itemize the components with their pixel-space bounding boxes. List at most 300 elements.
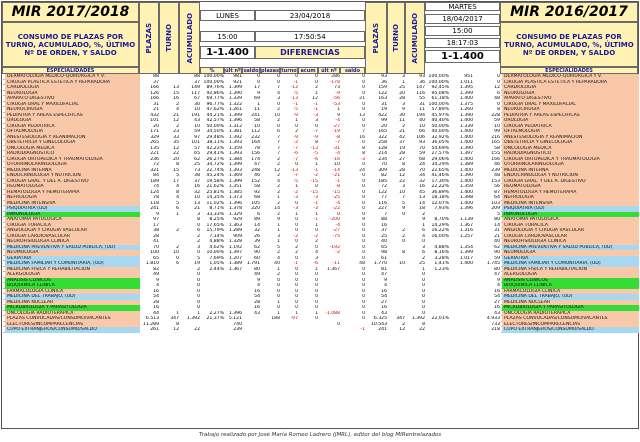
table-cell: 36 [406,80,426,86]
table-cell: 1.261 [225,107,243,113]
table-cell: 1.373 [225,195,243,201]
table-cell: 5.121 [225,316,243,322]
table-cell: 0 [341,300,366,306]
table-cell: 0 [180,305,201,311]
table-cell: 191 [180,113,201,119]
table-cell: 46 [474,162,501,168]
table-cell: 22,22% [426,184,450,190]
table-cell: 1.381 [225,129,243,135]
table-cell: 0 [281,294,299,300]
table-cell: 165 [474,140,501,146]
table-cell: 321 [140,168,160,174]
table-cell: 0 [180,294,201,300]
specialty-name: RADIODIAGNÓSTICO [5,151,142,157]
col-diff-saldo-header: saldo [340,67,365,74]
date-left: 23/04/2018 [255,10,365,21]
specialty-name: CIRUGÍA PEDIÁTRICA [502,124,639,130]
table-cell: 68 [243,195,261,201]
table-cell: 82 [366,173,388,179]
table-cell: 0 [341,206,366,212]
right-col-turno [387,2,405,74]
table-cell: 16 [406,184,426,190]
table-cell: 3 [299,118,319,124]
table-cell: 1 [261,228,281,234]
specialty-name: CARDIOLOGÍA [502,85,639,91]
specialty-name: NEUMOLOGÍA [502,250,639,256]
specialty-name: ANATOMÍA PATOLÓGICA [502,217,639,223]
col-diff-turno-header: turno [281,68,297,74]
table-cell: 33,33% [201,212,225,218]
table-cell: 0 [341,228,366,234]
table-cell: 1.399 [450,250,474,256]
table-cell: 9 [140,212,160,218]
table-cell: 20 [388,91,406,97]
table-cell: 2 [281,250,299,256]
table-cell: 9 [366,278,388,284]
table-cell: 1.400 [450,201,474,207]
table-cell: 62 [180,157,201,163]
specialty-name: CIRUGÍA CARDIOVASCULAR [502,234,639,240]
table-cell: 227 [366,206,388,212]
specialty-name: ANATOMÍA PATOLÓGICA [5,217,142,223]
table-cell: 30 [388,113,406,119]
table-cell: 2 [388,322,406,328]
table-cell: -15 [319,190,341,196]
table-cell: -7 [281,157,299,163]
table-cell: 0 [341,256,366,262]
table-cell: 12 [388,173,406,179]
table-cell: 33 [160,135,180,141]
table-cell: -13 [281,168,299,174]
table-cell: 21,62% [201,184,225,190]
table-cell: 19 [366,107,388,113]
right-col-acumulado [405,2,425,74]
table-cell: 92,86% [201,91,225,97]
table-cell: 0 [180,289,201,295]
table-cell: 0 [388,212,406,218]
table-cell: -97 [281,316,299,322]
specialty-name: ANÁLISIS CLÍNICOS [5,278,142,284]
table-cell: 0 [341,124,366,130]
table-cell: -19 [319,129,341,135]
table-cell: 0 [261,278,281,284]
table-cell: 2 [160,228,180,234]
table-cell: 9 [406,217,426,223]
table-cell: 69,77% [201,96,225,102]
table-cell: 34,72% [201,162,225,168]
table-cell: 31 [366,102,388,108]
table-cell: 1 [388,80,406,86]
table-cell: 82 [140,267,160,273]
table-cell: 1 [281,212,299,218]
table-cell: -9 [281,135,299,141]
table-cell: 95,08% [426,91,450,97]
table-cell: 43 [243,311,261,317]
table-cell: 54 [243,294,261,300]
table-cell: 185 [366,179,388,185]
table-cell: 2 [261,272,281,278]
table-cell: 1 [299,162,319,168]
table-cell: 1 [160,212,180,218]
table-cell: 1.398 [450,195,474,201]
table-cell: 13 [406,195,426,201]
table-cell: 43 [474,311,501,317]
table-cell: 929 [225,217,243,223]
table-cell: 0 [261,283,281,289]
table-cell: 8 [160,322,180,328]
table-cell: 234 [366,157,388,163]
table-cell: 2 [160,102,180,108]
table-cell: -3 [341,157,366,163]
table-cell: 50,00% [201,124,225,130]
table-cell: 1.400 [450,261,474,267]
table-cell: -7 [281,173,299,179]
table-cell: 0 [341,250,366,256]
table-cell: 6 [474,91,501,97]
table-cell: -31 [319,146,341,152]
specialty-name: CIRUGÍA ORTOPÉDICA Y TRAUMATOLOGÍA [502,157,639,163]
table-cell: 59 [474,118,501,124]
table-cell: 8 [160,190,180,196]
table-cell: 89,76% [201,85,225,91]
specialty-name: PEDIATRÍA Y ÁREAS ESPECÍFICAS [502,113,639,119]
table-cell: 0 [299,300,319,306]
table-cell: 2 [261,118,281,124]
table-cell: 10 [160,250,180,256]
table-cell: -2 [299,173,319,179]
table-cell: 740 [225,322,243,328]
specialty-name: CIRUGÍA GRAL. Y DEL A. DIGESTIVO [502,179,639,185]
table-cell: 1 [319,107,341,113]
table-cell: 13 [160,85,180,91]
table-cell: 1.322 [225,102,243,108]
table-cell: 36,89% [426,190,450,196]
table-cell: 100,00% [201,80,225,86]
table-cell: 432 [140,113,160,119]
table-cell: 0 [341,140,366,146]
col-ult-header: últ nº [225,68,241,74]
table-cell: 40 [366,239,388,245]
table-cell: 7,14% [201,234,225,240]
table-cell: 93 [366,74,388,80]
table-cell: 13 [180,201,201,207]
table-cell: 155 [474,151,501,157]
table-cell: 0 [299,283,319,289]
specialty-name: ONCOLOGÍA RADIOTERÁPICA [502,311,639,317]
table-cell: -21 [319,173,341,179]
table-cell: 2 [281,129,299,135]
table-cell: 70 [140,245,160,251]
table-cell: 40 [406,118,426,124]
specialty-name: REUMATOLOGÍA [502,184,639,190]
table-cell: 1.384 [225,157,243,163]
table-cell: 1.328 [225,239,243,245]
table-cell: 1.207 [225,256,243,262]
specialty-name: INMUNOLOGÍA [502,212,639,218]
table-cell: 0 [474,80,501,86]
specialty-name: NEUROLOGÍA [5,91,142,97]
table-cell: 54 [366,294,388,300]
table-cell: 6 [160,261,180,267]
table-cell: 4 [299,250,319,256]
table-cell: 3 [180,212,201,218]
table-cell [450,327,474,333]
table-cell: 1.397 [225,250,243,256]
specialty-name: DERMATOLOGÍA MÉDICO-QUIRÚRGICA Y V. [5,74,142,80]
specialty-name: CIRUGÍA ORTOPÉDICA Y TRAUMATOLOGÍA [5,157,142,163]
table-cell: 1.389 [450,162,474,168]
table-cell: 951 [450,74,474,80]
table-cell: -14 [319,168,341,174]
table-cell: 4,88% [426,245,450,251]
table-cell: 1.011 [450,80,474,86]
table-cell: 22 [180,327,201,333]
table-cell: 6 [406,228,426,234]
table-cell: -6 [299,261,319,267]
table-cell: 1 [261,311,281,317]
table-cell: 3 [299,256,319,262]
specialty-name: CIRUGÍA GRAL. Y DEL A. DIGESTIVO [5,179,142,185]
table-cell: 1 [281,184,299,190]
table-cell: 0 [341,85,366,91]
table-cell: 1.400 [450,135,474,141]
table-cell: 1.385 [225,190,243,196]
table-cell: 88 [180,74,201,80]
table-cell: -6 [299,157,319,163]
table-cell: 59 [474,256,501,262]
table-cell: 0 [281,278,299,284]
table-cell: 5 [261,245,281,251]
table-cell: 2,27% [201,311,225,317]
table-cell: 0 [281,74,299,80]
table-cell: 1.770 [366,261,388,267]
table-cell: 43 [180,118,201,124]
table-cell: 0 [261,289,281,295]
table-cell: 9 [388,206,406,212]
table-cell: 0 [341,234,366,240]
table-cell: 0 [261,74,281,80]
table-cell: 12,07% [426,201,450,207]
table-cell: 96,77% [201,102,225,108]
table-cell: 29,06% [426,157,450,163]
table-cell: 189 [140,179,160,185]
table-cell: -1 [299,217,319,223]
left-col-turno [159,2,179,74]
table-cell: 0 [243,74,261,80]
table-cell: 0 [341,179,366,185]
table-cell: 4 [140,283,160,289]
table-cell: 236 [140,157,160,163]
specialty-name: ONCOLOGÍA MÉDICA [502,146,639,152]
table-cell: 4 [261,179,281,185]
table-cell: 1.367 [450,223,474,229]
table-cell: 3 [180,245,201,251]
table-cell: 0 [180,300,201,306]
specialty-name: MICROBIOLOGÍA Y PARASITOLOGÍA [502,305,639,311]
table-cell: 8 [341,146,366,152]
specialty-name: MEDICINA NUCLEAR [502,300,639,306]
table-cell: 47 [474,272,501,278]
table-cell: 28 [243,300,261,306]
table-cell: 31 [140,102,160,108]
table-cell: 3 [388,102,406,108]
table-cell: 2 [388,234,406,240]
table-cell: 27,57% [426,151,450,157]
table-cell: 16 [366,305,388,311]
table-cell: 1.257 [450,234,474,240]
table-cell: 261 [140,327,160,333]
table-cell: -5 [281,179,299,185]
table-cell: 159 [366,85,388,91]
table-cell: 0 [299,228,319,234]
table-cell: 3 [388,184,406,190]
table-cell: 29,41% [201,151,225,157]
table-cell: 239 [225,327,243,333]
table-cell: 65 [366,245,388,251]
table-cell: 17 [243,85,261,91]
table-cell: 12 [299,96,319,102]
table-cell: 47 [243,162,261,168]
table-cell: 7 [261,146,281,152]
table-cell: 239 [474,168,501,174]
table-cell: 0 [406,239,426,245]
table-cell: 14 [243,223,261,229]
specialty-name: NEUROFISIOLOGÍA CLÍNICA [5,239,142,245]
table-cell: 1 [281,118,299,124]
table-cell: 0 [341,184,366,190]
table-cell: 0 [261,294,281,300]
table-cell: 28 [388,168,406,174]
table-cell: 16 [366,289,388,295]
day-right: MARTES [425,2,500,11]
table-cell: 25 [388,85,406,91]
table-cell: 4 [261,91,281,97]
left-col-turno-label: TURNO [165,24,173,52]
table-cell: 209 [474,206,501,212]
table-cell: -13 [299,146,319,152]
table-cell: 56 [474,184,501,190]
table-cell: 7 [261,140,281,146]
table-cell: 0 [406,294,426,300]
table-cell: 1.389 [225,261,243,267]
specialty-name: CIRUGÍA ORAL Y MAXILOFACIAL [5,102,142,108]
table-cell: 32 [243,228,261,234]
table-cell: 32,92% [426,135,450,141]
table-cell: 21,37% [201,316,225,322]
table-cell: 2 [261,184,281,190]
table-cell: 16 [243,305,261,311]
table-cell: 11 [388,118,406,124]
table-cell: 2 [406,212,426,218]
table-cell: 0 [281,305,299,311]
table-cell: 12 [474,85,501,91]
table-cell: -27 [319,124,341,130]
table-cell: 20 [366,124,388,130]
table-cell: 6 [243,212,261,218]
table-cell: 2 [281,245,299,251]
table-cell: 0 [341,294,366,300]
table-cell: 28 [140,234,160,240]
table-cell: 0 [341,173,366,179]
specialty-name: PEDIATRÍA Y ÁREAS ESPECÍFICAS [5,113,142,119]
table-cell: 921 [225,80,243,86]
diferencias-label: DIFERENCIAS [255,46,365,59]
table-cell: 147 [406,85,426,91]
table-cell: 10,00% [201,250,225,256]
table-cell: -1 [341,327,366,333]
table-cell [261,327,281,333]
table-cell: -25 [319,195,341,201]
specialty-name: OFTALMOLOGÍA [5,129,142,135]
table-cell: 80 [243,267,261,273]
table-cell: 174 [243,157,261,163]
table-cell: 265 [140,140,160,146]
table-cell: 40,00% [426,129,450,135]
table-cell: 1.369 [225,173,243,179]
specialty-name: PSIQUIATRÍA (UD) [5,206,142,212]
specialty-name: OBSTETRICIA Y GINECOLOGÍA [5,140,142,146]
table-cell: 70 [406,146,426,152]
table-cell: 16 [160,96,180,102]
table-cell: 13 [341,113,366,119]
table-cell: 36 [366,80,388,86]
table-cell: 163 [366,96,388,102]
table-cell: 9 [243,278,261,284]
table-cell: 57 [180,146,201,152]
table-cell: 0 [243,80,261,86]
spreadsheet [1,1,639,429]
specialty-name: MICROBIOLOGÍA Y PARASITOLOGÍA [5,305,142,311]
specialty-name: REUMATOLOGÍA [5,184,142,190]
table-cell: 24 [341,168,366,174]
table-cell: 27 [474,300,501,306]
table-cell: 65 [180,151,201,157]
table-cell: -3 [281,206,299,212]
table-cell: -15 [299,179,319,185]
table-cell: -7 [319,140,341,146]
table-cell: 1.396 [450,206,474,212]
table-cell: 241 [366,327,388,333]
table-cell: 14 [474,223,501,229]
table-cell: 84 [140,173,160,179]
time-label-right: 15:00 [425,26,500,36]
specialty-name: ELECTORES/INCOMPARECENCIAS [502,322,639,328]
table-cell: 15 [160,91,180,97]
table-cell: 16 [140,305,160,311]
table-cell [319,327,341,333]
table-cell: 42 [388,135,406,141]
table-cell: 92,45% [426,85,450,91]
table-cell: 22,65% [426,168,450,174]
table-cell: 248 [243,168,261,174]
table-cell: 78 [140,195,160,201]
specialty-name: ANESTESIOLOGÍA Y REANIMACIÓN [502,135,639,141]
table-cell: 12 [160,327,180,333]
table-cell: 1.393 [225,151,243,157]
specialty-name: FARMACOLOGÍA CLÍNICA [502,289,639,295]
table-cell: -1 [299,102,319,108]
table-cell: 1,41% [426,261,450,267]
table-cell: 4,62% [201,245,225,251]
table-cell: -4 [319,201,341,207]
table-cell: 42,57% [201,118,225,124]
footer-credit: Trabajo realizado por José María Romeo Ladrero (JMRL), editor del blog MIRentrelazados [198,432,442,438]
specialty-name: ELECTORES/INCOMPARECENCIAS [5,322,142,328]
table-cell: 1 [160,311,180,317]
table-cell: 0 [299,74,319,80]
table-cell: 2 [261,107,281,113]
table-cell: 59 [406,151,426,157]
